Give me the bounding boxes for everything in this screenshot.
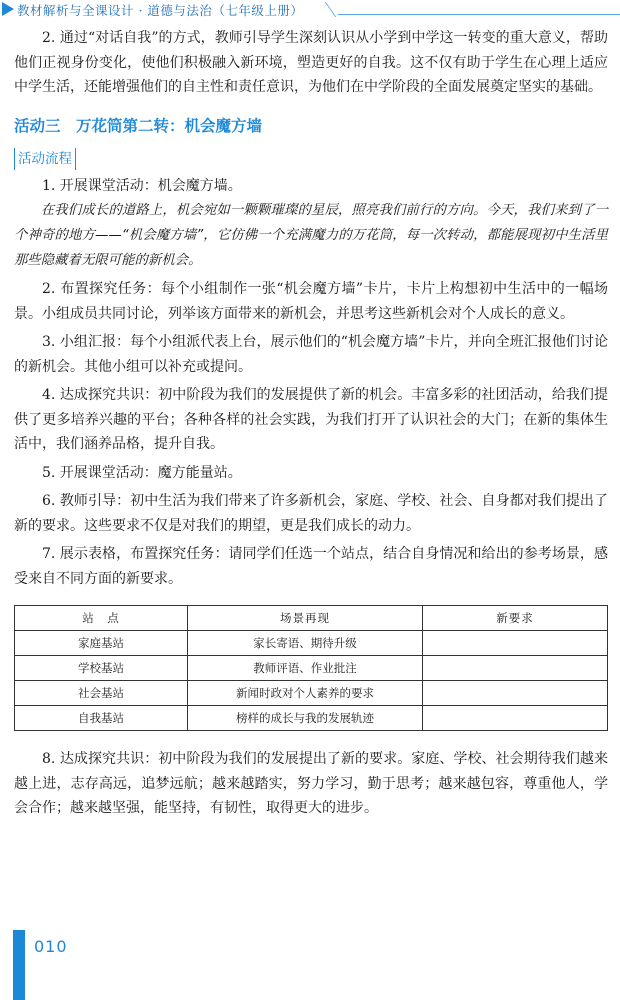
page-number: 010	[34, 937, 68, 956]
step-6: 6. 教师引导：初中生活为我们带来了许多新机会，家庭、学校、社会、自身都对我们提出了新的要求。这些要求不仅是对我们的期望，更是我们成长的动力。	[14, 493, 608, 534]
header-title: 教材解析与全课设计 · 道德与法治（七年级上册）	[17, 3, 304, 18]
requirement-cell	[423, 706, 608, 731]
table-header-row	[15, 606, 608, 631]
scene-cell: 新闻时政对个人素养的要求	[188, 681, 423, 706]
table-header-station: 站 点	[15, 606, 188, 631]
header-divider	[325, 2, 337, 17]
step-7: 7. 展示表格，布置探究任务：请同学们任选一个站点，结合自身情况和给出的参考场景，感受来自不同方面的新要求。	[14, 546, 608, 587]
scene-cell: 家长寄语、期待升级	[188, 631, 423, 656]
step-2: 2. 布置探究任务：每个小组制作一张“机会魔方墙”卡片，卡片上构想初中生活中的一幅场景。小组成员共同讨论，列举该方面带来的新机会，并思考这些新机会对个人成长的意义。	[14, 281, 608, 322]
step-5: 5. 开展课堂活动：魔方能量站。	[42, 464, 242, 481]
step-1: 1. 开展课堂活动：机会魔方墙。	[42, 177, 242, 194]
requirement-cell	[423, 656, 608, 681]
section-title: 活动三 万花筒第二转：机会魔方墙	[14, 116, 263, 135]
intro-paragraph: 2. 通过“对话自我”的方式，教师引导学生深刻认识从小学到中学这一转变的重大意义，帮助他们正视身份变化，使他们积极融入新环境，塑造更好的自我。这不仅有助于学生在心理上适应中学生活，还能增强他们的自主性和责任意识，为他们在中学阶段的全面发展奠定坚实的基础。	[14, 30, 608, 95]
scene-cell: 榜样的成长与我的发展轨迹	[188, 706, 423, 731]
step-3: 3. 小组汇报：每个小组派代表上台，展示他们的“机会魔方墙”卡片，并向全班汇报他们讨论的新机会。其他小组可以补充或提问。	[14, 334, 608, 375]
footer-accent-bar	[13, 930, 25, 1000]
station-cell: 家庭基站	[15, 631, 188, 656]
scene-cell: 教师评语、作业批注	[188, 656, 423, 681]
table-row	[15, 631, 608, 656]
story-paragraph: 在我们成长的道路上，机会宛如一颗颗璀璨的星辰，照亮我们前行的方向。今天，我们来到了一个神奇的地方——“机会魔方墙”，它仿佛一个充满魔力的万花筒，每一次转动，都能展现初中生活里那些隐藏着无限可能的新机会。	[14, 203, 608, 268]
page-body	[14, 26, 608, 821]
station-cell: 社会基站	[15, 681, 188, 706]
requirement-cell	[423, 631, 608, 656]
table-header-scene: 场景再现	[188, 606, 423, 631]
flow-tag-label: 活动流程	[14, 148, 76, 170]
station-cell: 学校基站	[15, 656, 188, 681]
table-row	[15, 656, 608, 681]
header-arrow-icon	[2, 2, 14, 16]
step-8: 8. 达成探究共识：初中阶段为我们的发展提出了新的要求。家庭、学校、社会期待我们越来越上进，志存高远，追梦远航；越来越踏实，努力学习，勤于思考；越来越包容，尊重他人，学会合作；越来越坚强，能坚持，有韧性，取得更大的进步。	[14, 751, 608, 816]
table-row	[15, 681, 608, 706]
requirement-cell	[423, 681, 608, 706]
table-header-requirement: 新要求	[423, 606, 608, 631]
step-4: 4. 达成探究共识：初中阶段为我们的发展提供了新的机会。丰富多彩的社团活动，给我们提供了更多培养兴趣的平台；各种各样的社会实践，为我们打开了认识社会的大门；在新的集体生活中，我们涵养品格，提升自我。	[14, 387, 608, 452]
page-header	[0, 0, 620, 20]
table-row	[15, 706, 608, 731]
header-rule	[338, 14, 620, 15]
station-table	[14, 605, 608, 731]
station-cell: 自我基站	[15, 706, 188, 731]
flow-tag	[14, 148, 608, 170]
